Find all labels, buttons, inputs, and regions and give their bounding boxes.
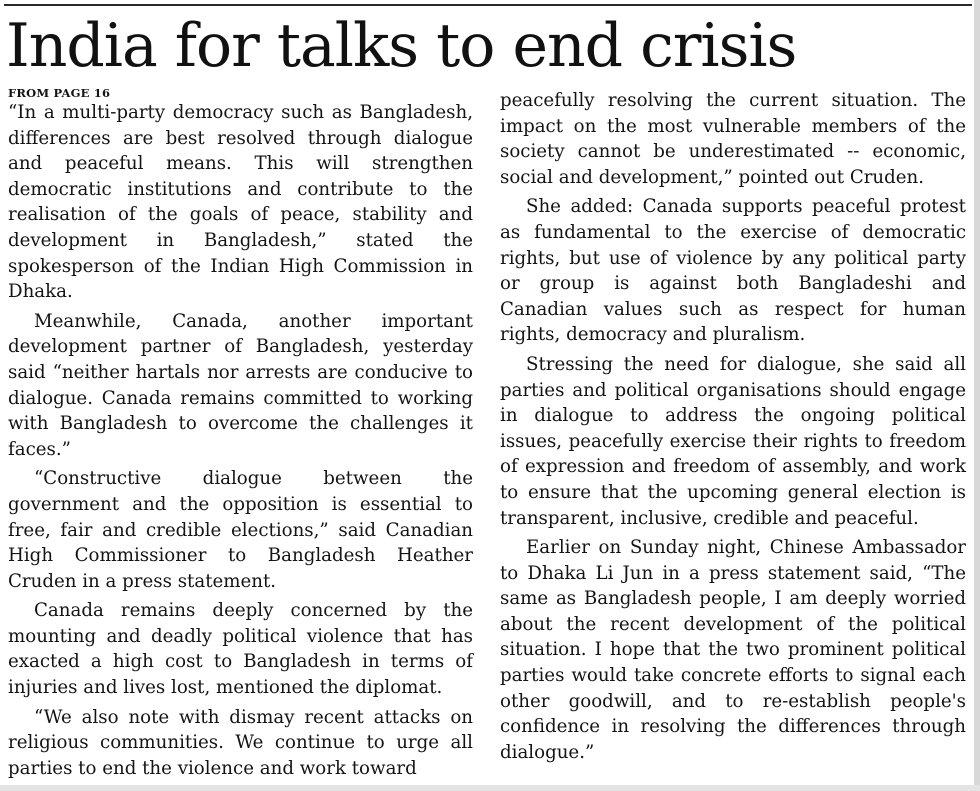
article-paragraph: Canada remains deeply concerned by the mounting and deadly political violence that has exacted a high cost to Bangladesh in terms of injuries and lives lost, mentioned the diplomat. xyxy=(8,600,473,699)
continued-from-label: FROM PAGE 16 xyxy=(8,86,111,100)
article-paragraph: Stressing the need for dialogue, she said all parties and political organisations should engage in dialogue to address the ongoing political issues, peacefully exercise their rights to freedom of expression and freedom of assembly, and work to ensure that the upcoming general election is transparent, inclusive, credible and peaceful. xyxy=(500,353,966,529)
article-paragraph: “We also note with dismay recent attacks on religious communities. We continue to urge all parties to end the violence and work toward xyxy=(8,706,473,779)
article-column-left xyxy=(8,87,473,781)
article-paragraph: Meanwhile, Canada, another important development partner of Bangladesh, yesterday said “neither hartals nor arrests are conducive to dialogue. Canada remains committed to working with Bangladesh to overcome the challenges it faces.” xyxy=(8,310,473,460)
page-edge-right xyxy=(974,0,980,791)
article-paragraph: “Constructive dialogue between the government and the opposition is essential to free, fair and credible elections,” said Canadian High Commissioner to Bangladesh Heather Cruden in a press statement. xyxy=(8,468,473,592)
headline: India for talks to end crisis xyxy=(6,11,797,81)
page-edge-bottom xyxy=(0,785,980,791)
article-paragraph: Earlier on Sunday night, Chinese Ambassador to Dhaka Li Jun in a press statement said, “The same as Bangladesh people, I am deeply worried about the recent development of the political situation. I hope that the two prominent political parties would take concrete efforts to signal each other goodwill, and to re-establish people's confidence in resolving the differences through dialogue.” xyxy=(500,537,966,763)
article-paragraph: peacefully resolving the current situation. The impact on the most vulnerable members of the society cannot be underestimated -- economic, social and development,” pointed out Cruden. xyxy=(500,90,966,188)
article-paragraph: She added: Canada supports peaceful protest as fundamental to the exercise of democratic rights, but use of violence by any political party or group is against both Bangladeshi and Canadian values such as respect for human rights, democracy and pluralism. xyxy=(500,196,966,346)
article-paragraph: “In a multi-party democracy such as Bangladesh, differences are best resolved through dialogue and peaceful means. This will strengthen democratic institutions and contribute to the realisation of the goals of peace, stability and development in Bangladesh,” stated the spokesperson of the Indian High Commission in Dhaka. xyxy=(8,102,473,303)
article-column-right xyxy=(500,88,966,765)
